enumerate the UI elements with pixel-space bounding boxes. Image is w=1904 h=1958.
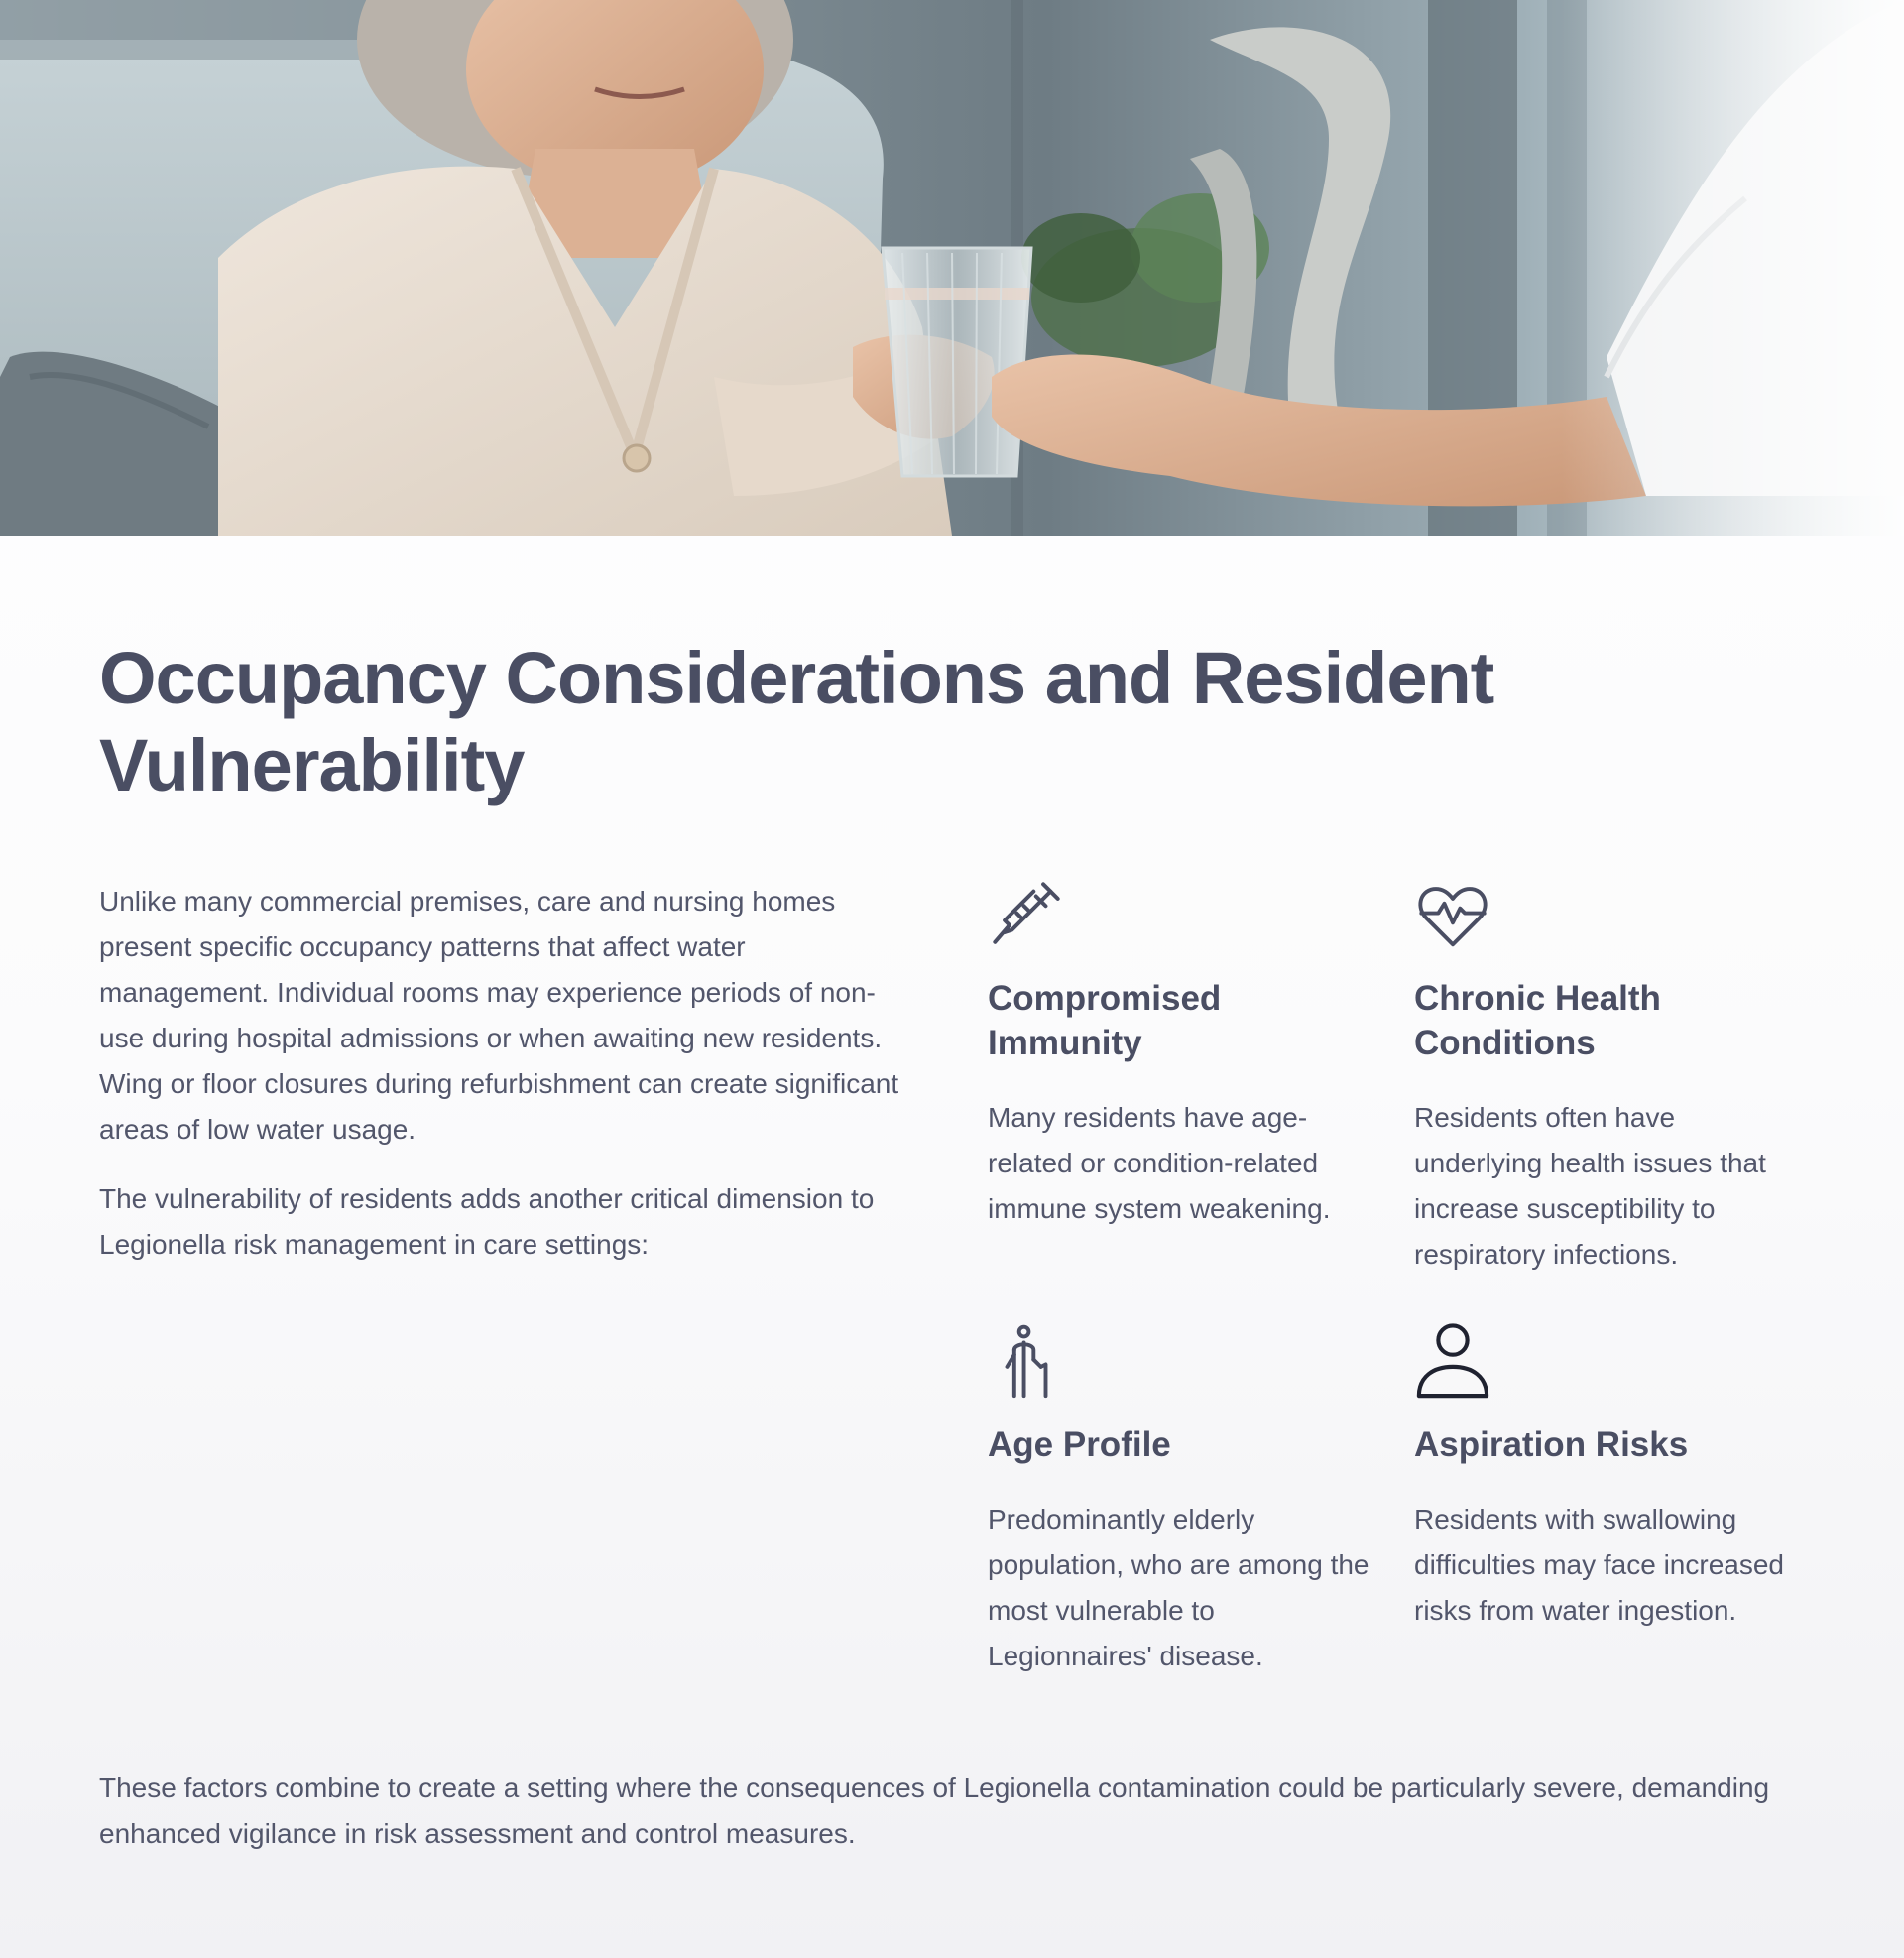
factor-card-compromised-immunity [988,877,1384,1278]
vulnerability-factors [988,877,1821,1679]
intro-paragraph-2: The vulnerability of residents adds another critical dimension to Legionella risk management in care settings: [99,1183,875,1260]
factor-card-aspiration-risks [1414,1323,1811,1679]
factor-title: Compromised Immunity [988,979,1222,1062]
user-icon [1414,1323,1491,1401]
factor-title: Chronic Health Conditions [1414,979,1661,1062]
intro-text [99,879,912,1291]
page-title: Occupancy Considerations and Resident Vulnerability [99,637,1494,806]
factor-text: Many residents have age-related or condition-related immune system weakening. [988,1102,1331,1224]
hero-image [0,0,1904,536]
elderly-woman-receiving-water-glass-photo [0,0,1904,536]
closing-paragraph: These factors combine to create a setting where the consequences of Legionella contamination could be particularly severe, demanding enhanced vigilance in risk assessment and control measures. [99,1773,1770,1849]
occupancy-section [99,635,1805,1671]
factor-text: Residents with swallowing difficulties may face increased risks from water ingestion. [1414,1504,1784,1626]
factor-card-chronic-health-conditions [1414,877,1811,1278]
factor-title: Aspiration Risks [1414,1425,1689,1464]
heart-pulse-icon [1414,877,1491,954]
factor-title: Age Profile [988,1425,1171,1464]
factor-text: Residents often have underlying health issues that increase susceptibility to respiratory infections. [1414,1102,1766,1270]
factor-text: Predominantly elderly population, who are among the most vulnerable to Legionnaires' disease. [988,1504,1369,1671]
syringe-icon [988,877,1065,954]
elderly-person-icon [988,1323,1065,1401]
intro-paragraph-1: Unlike many commercial premises, care and nursing homes present specific occupancy patterns that affect water management. Individual rooms may experience periods of non-use during hospital admissions or when awaiting new residents. Wing or floor closures during refurbishment can create significant areas of low water usage. [99,886,899,1145]
factor-card-age-profile [988,1323,1384,1679]
